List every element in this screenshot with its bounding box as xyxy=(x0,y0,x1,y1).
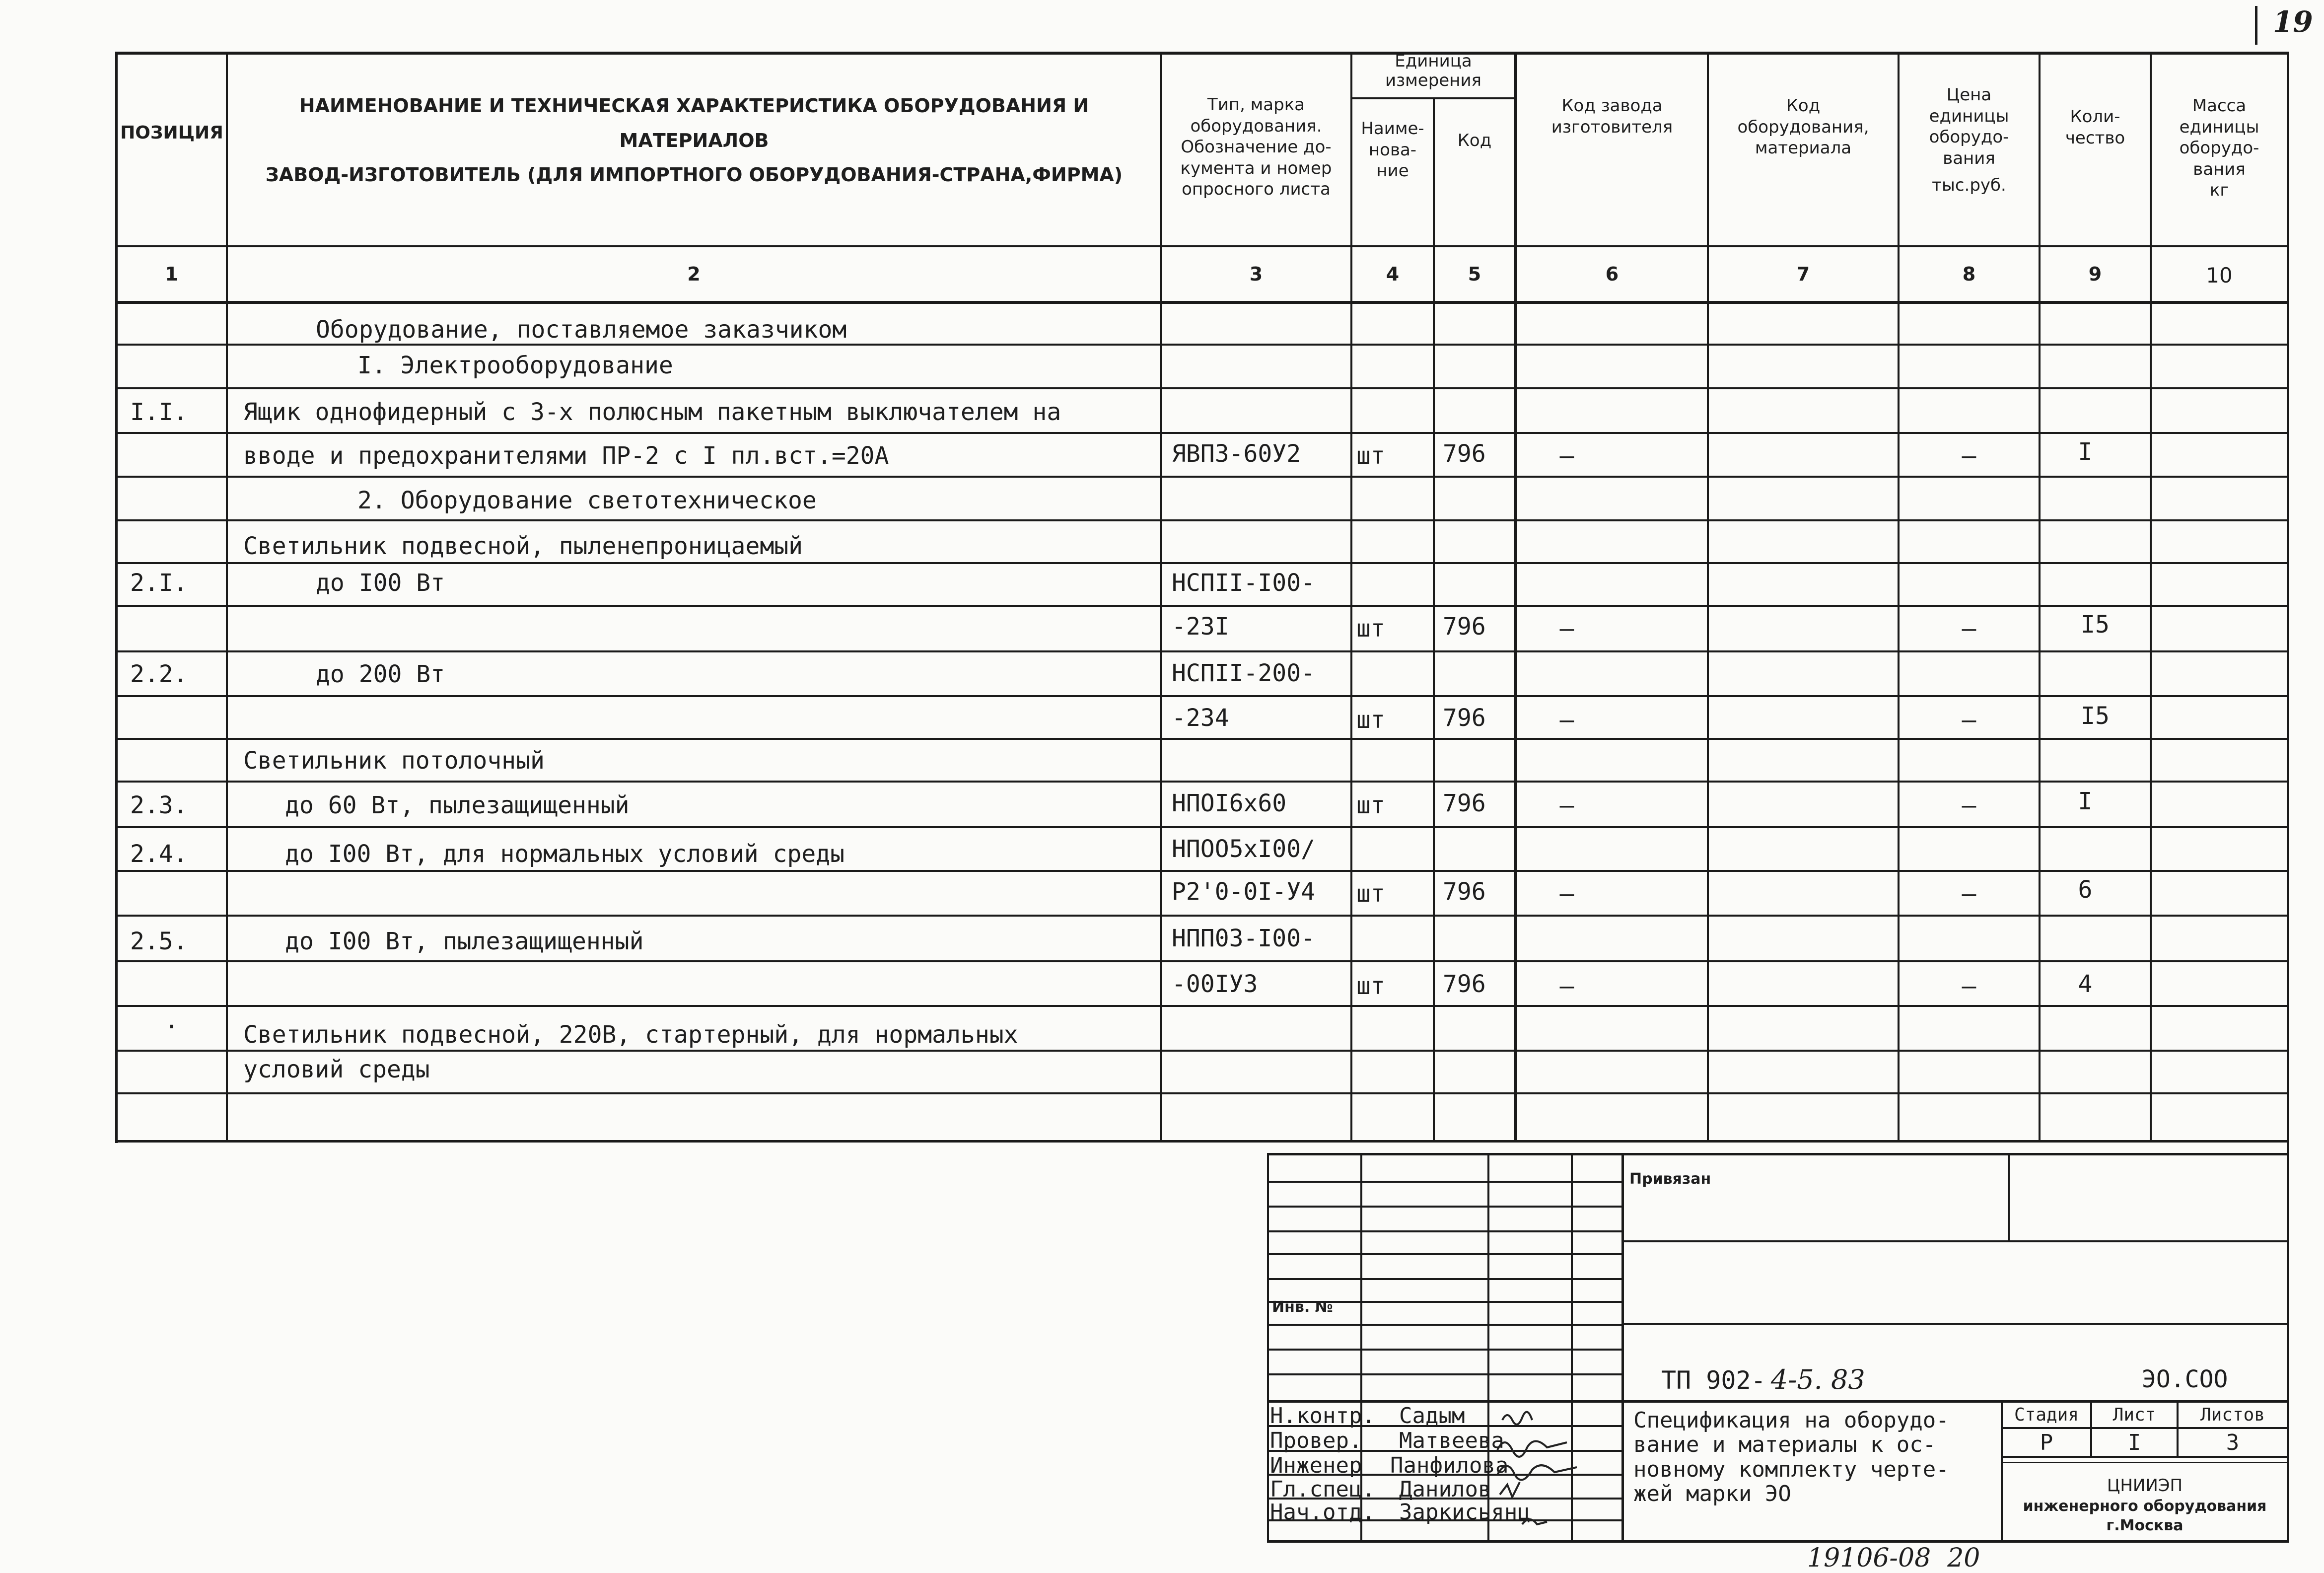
row-factory-code: – xyxy=(1559,615,1574,643)
document-description: Спецификация на оборудо- вание и материалы к ос- новному комплекту черте- жей марки ЭО xyxy=(1633,1408,1949,1506)
header-mass: Масса единицы оборудо- вания кг xyxy=(2179,96,2259,200)
signature-role: Провер. xyxy=(1270,1428,1362,1453)
row-name: до 60 Вт, пылезащищенный xyxy=(285,791,630,819)
row-position: 2.2. xyxy=(130,660,188,688)
row-price: – xyxy=(1962,442,1976,470)
row-type: НПП03-I00- xyxy=(1172,925,1315,952)
signature-name: Заркисьянц xyxy=(1399,1500,1531,1525)
signature-name: Садым xyxy=(1399,1403,1465,1429)
row-unit: шт xyxy=(1356,442,1385,470)
row-name: Ящик однофидерный с 3-х полюсным пакетным выключателем на xyxy=(243,398,1061,426)
row-quantity: 4 xyxy=(2078,970,2093,998)
row-position: 2.4. xyxy=(130,840,188,868)
column-number: 4 xyxy=(1386,263,1400,285)
row-factory-code: – xyxy=(1559,791,1574,819)
row-name: Светильник подвесной, пыленепроницаемый xyxy=(243,532,803,560)
row-price: – xyxy=(1962,791,1976,819)
row-unit-code: 796 xyxy=(1443,970,1486,998)
sheets-value: 3 xyxy=(2226,1430,2240,1455)
row-price: – xyxy=(1962,706,1976,734)
sheet-value: I xyxy=(2127,1430,2141,1455)
header-name: НАИМЕНОВАНИЕ И ТЕХНИЧЕСКАЯ ХАРАКТЕРИСТИКА ОБОРУДОВАНИЯ И МАТЕРИАЛОВ ЗАВОД-ИЗГОТОВИТЕЛЬ (ДЛЯ ИМПОРТНОГО ОБОРУДОВАНИЯ-СТРАНА,ФИРМА) xyxy=(265,95,1123,186)
signature-role: Гл.спец. xyxy=(1270,1477,1375,1502)
row-type: НПОI6х60 xyxy=(1172,789,1287,817)
signature-role: Нач.отд. xyxy=(1270,1500,1375,1525)
sheets-label: Листов xyxy=(2200,1405,2265,1425)
row-name: до I00 Вт xyxy=(316,569,445,597)
row-unit-code: 796 xyxy=(1443,878,1486,906)
row-type: -23I xyxy=(1172,613,1229,641)
row-type: -00IУЗ xyxy=(1172,970,1258,998)
sheet-label: Лист xyxy=(2113,1405,2156,1425)
column-number: 10 xyxy=(2206,263,2233,287)
column-number: 3 xyxy=(1249,263,1263,285)
row-price: – xyxy=(1962,880,1976,908)
row-type: НСПII-I00- xyxy=(1172,569,1315,597)
row-name: вводе и предохранителями ПР-2 с I пл.вст.=20А xyxy=(243,442,889,470)
row-price: – xyxy=(1962,615,1976,643)
row-name: Светильник потолочный xyxy=(243,747,545,775)
signature-name: Панфилова xyxy=(1390,1453,1509,1478)
header-quantity: Коли- чество xyxy=(2065,107,2125,148)
row-name: условий среды xyxy=(243,1056,430,1083)
sheet-mark: ЭО.СОО xyxy=(2142,1365,2228,1393)
row-name: Светильник подвесной, 220В, стартерный, для нормальных xyxy=(243,1021,1018,1049)
row-quantity: I xyxy=(2078,438,2093,466)
row-quantity: I xyxy=(2078,787,2093,815)
column-number: 1 xyxy=(165,263,178,285)
header-position: ПОЗИЦИЯ xyxy=(120,123,223,143)
row-type: ЯВПЗ-60У2 xyxy=(1172,440,1301,468)
organization-name: ЦНИИЭП инженерного оборудования г.Москва xyxy=(2023,1476,2267,1535)
row-unit-code: 796 xyxy=(1443,613,1486,641)
column-number: 2 xyxy=(687,263,701,285)
stage-label: Стадия xyxy=(2014,1405,2079,1425)
row-type: Р2'0-0I-У4 xyxy=(1172,878,1315,906)
section-title: 2. Оборудование светотехническое xyxy=(357,487,817,514)
privyazan-label: Привязан xyxy=(1629,1170,1711,1188)
row-name: до 200 Вт xyxy=(316,660,445,688)
row-name: до I00 Вт, для нормальных условий среды xyxy=(285,840,845,868)
row-unit: шт xyxy=(1356,880,1385,908)
signature-name: Матвеева xyxy=(1399,1428,1504,1453)
row-unit-code: 796 xyxy=(1443,704,1486,732)
row-unit: шт xyxy=(1356,972,1385,1000)
column-number: 8 xyxy=(1962,263,1976,285)
row-factory-code: – xyxy=(1559,880,1574,908)
header-material-code: Код оборудования, материала xyxy=(1737,96,1869,158)
row-factory-code: – xyxy=(1559,706,1574,734)
stage-value: Р xyxy=(2040,1430,2053,1455)
archive-note: 19106-08 20 xyxy=(1807,1543,1980,1573)
row-type: -234 xyxy=(1172,704,1229,732)
signature-role: Н.контр. xyxy=(1270,1403,1375,1429)
row-price: – xyxy=(1962,972,1976,1000)
signature-name: Данилов xyxy=(1399,1477,1491,1502)
row-position: · xyxy=(164,1013,179,1041)
row-type: НПОО5хI00/ xyxy=(1172,835,1315,863)
row-position: 2.5. xyxy=(130,928,188,955)
row-unit: шт xyxy=(1356,615,1385,643)
column-number: 5 xyxy=(1468,263,1481,285)
column-number: 7 xyxy=(1796,263,1810,285)
row-factory-code: – xyxy=(1559,442,1574,470)
header-type: Тип, марка оборудования. Обозначение до- кумента и номер опросного листа xyxy=(1180,95,1332,199)
signature-role: Инженер xyxy=(1270,1453,1362,1478)
row-factory-code: – xyxy=(1559,972,1574,1000)
header-unit-name: Наиме- нова- ние xyxy=(1361,119,1424,181)
row-unit-code: 796 xyxy=(1443,440,1486,468)
column-number: 9 xyxy=(2088,263,2102,285)
row-name: до I00 Вт, пылезащищенный xyxy=(285,928,644,955)
row-quantity: I5 xyxy=(2081,702,2110,730)
header-unit-group: Единица измерения xyxy=(1385,51,1482,91)
page-number: 19 xyxy=(2273,5,2313,39)
section-title: Оборудование, поставляемое заказчиком xyxy=(316,316,847,344)
row-quantity: I5 xyxy=(2081,611,2110,639)
handwritten-signatures xyxy=(1492,1400,1582,1539)
row-unit-code: 796 xyxy=(1443,789,1486,817)
header-price: Цена единицы оборудо- вания тыс.руб. xyxy=(1929,85,2009,195)
column-number: 6 xyxy=(1605,263,1619,285)
row-unit: шт xyxy=(1356,791,1385,819)
header-factory-code: Код завода изготовителя xyxy=(1551,96,1673,137)
row-position: 2.I. xyxy=(130,569,188,597)
inv-number-label: Инв. № xyxy=(1272,1298,1333,1316)
doc-number: ТП 902- 4-5. 83 xyxy=(1661,1364,1865,1395)
section-title: I. Электрооборудование xyxy=(357,352,673,379)
row-type: НСПII-200- xyxy=(1172,659,1315,687)
row-quantity: 6 xyxy=(2078,876,2093,904)
page-mark-line xyxy=(2255,6,2257,45)
row-unit: шт xyxy=(1356,706,1385,734)
row-position: 2.3. xyxy=(130,791,188,819)
row-position: I.I. xyxy=(130,398,188,426)
header-unit-code: Код xyxy=(1457,131,1492,150)
